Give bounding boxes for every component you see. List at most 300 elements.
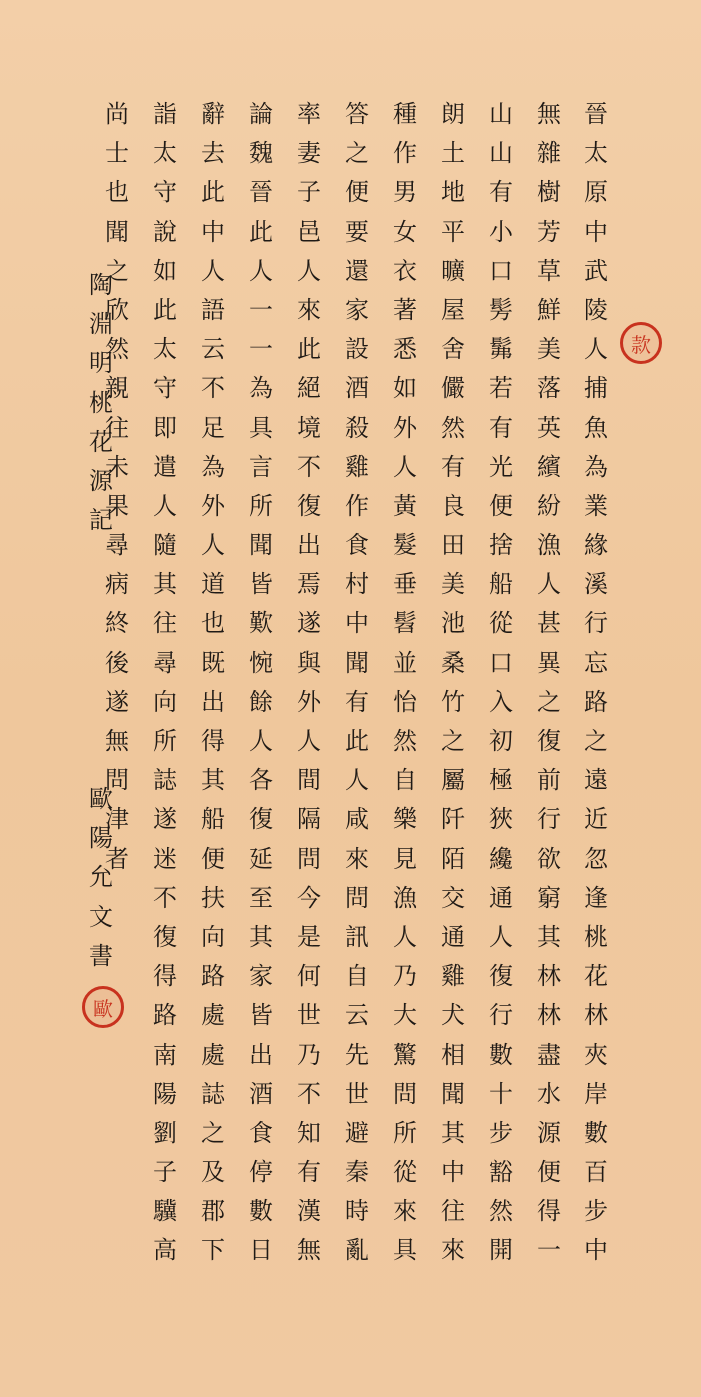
character: 逢 — [584, 883, 608, 912]
character: 下 — [201, 1236, 225, 1265]
character: 食 — [345, 531, 369, 560]
character: 人 — [153, 491, 177, 520]
character: 落 — [537, 374, 561, 403]
character: 如 — [153, 256, 177, 285]
character: 入 — [489, 687, 513, 716]
character: 說 — [153, 217, 177, 246]
character: 此 — [153, 295, 177, 324]
character: 良 — [441, 491, 465, 520]
character: 窮 — [537, 883, 561, 912]
character: 是 — [297, 922, 321, 951]
character: 所 — [249, 491, 273, 520]
character: 舍 — [441, 335, 465, 364]
character: 山 — [489, 139, 513, 168]
character: 隨 — [153, 531, 177, 560]
character: 路 — [584, 687, 608, 716]
text-column-8 — [241, 102, 281, 1278]
character: 樂 — [393, 805, 417, 834]
character: 行 — [489, 1001, 513, 1030]
character: 遂 — [105, 687, 129, 716]
character: 然 — [441, 413, 465, 442]
character: 悉 — [393, 335, 417, 364]
character: 也 — [201, 609, 225, 638]
character: 率 — [297, 100, 321, 128]
character: 聞 — [441, 1079, 465, 1108]
character: 先 — [345, 1040, 369, 1069]
character: 開 — [489, 1236, 513, 1265]
character: 驚 — [393, 1040, 417, 1069]
character: 家 — [345, 295, 369, 324]
character: 男 — [393, 178, 417, 207]
character: 樹 — [537, 178, 561, 207]
character: 小 — [489, 217, 513, 246]
character: 盡 — [537, 1040, 561, 1069]
character: 迷 — [153, 844, 177, 873]
character: 業 — [584, 491, 608, 520]
character: 人 — [345, 766, 369, 795]
character: 歎 — [249, 609, 273, 638]
character: 時 — [345, 1197, 369, 1226]
character: 若 — [489, 374, 513, 403]
character: 具 — [249, 413, 273, 442]
character: 遂 — [297, 609, 321, 638]
character: 雞 — [345, 452, 369, 481]
character: 漁 — [393, 883, 417, 912]
character: 魏 — [249, 139, 273, 168]
character: 髣 — [489, 295, 513, 324]
character: 自 — [345, 962, 369, 991]
character: 人 — [584, 335, 608, 364]
character: 何 — [297, 962, 321, 991]
character: 髮 — [393, 531, 417, 560]
character: 鮮 — [537, 295, 561, 324]
character: 無 — [105, 727, 129, 755]
character: 近 — [584, 805, 608, 834]
title-column — [81, 273, 121, 547]
character: 有 — [297, 1158, 321, 1187]
character: 病 — [105, 570, 129, 599]
character: 既 — [201, 648, 225, 677]
character: 如 — [393, 374, 417, 403]
character: 絕 — [297, 374, 321, 403]
character: 竹 — [441, 687, 465, 716]
character: 交 — [441, 883, 465, 912]
character: 人 — [393, 452, 417, 481]
character: 自 — [393, 766, 417, 795]
character: 足 — [201, 413, 225, 442]
character: 漁 — [537, 531, 561, 560]
character: 怡 — [393, 687, 417, 716]
character: 出 — [201, 687, 225, 716]
character: 遠 — [584, 766, 608, 795]
character: 美 — [537, 335, 561, 364]
character: 山 — [489, 100, 513, 128]
character: 還 — [345, 256, 369, 285]
character: 士 — [105, 139, 129, 168]
character: 至 — [249, 883, 273, 912]
character: 所 — [393, 1118, 417, 1147]
character: 原 — [584, 178, 608, 207]
character: 咸 — [345, 805, 369, 834]
character: 之 — [201, 1118, 225, 1147]
character: 有 — [345, 687, 369, 716]
character: 聞 — [249, 531, 273, 560]
character: 有 — [489, 178, 513, 207]
character: 陶 — [89, 271, 113, 299]
character: 尋 — [153, 648, 177, 677]
character: 得 — [537, 1197, 561, 1226]
character: 來 — [297, 295, 321, 324]
character: 間 — [297, 766, 321, 795]
character: 問 — [297, 844, 321, 873]
character: 之 — [441, 727, 465, 755]
text-column-7 — [289, 102, 329, 1278]
character: 人 — [537, 570, 561, 599]
character: 郡 — [201, 1197, 225, 1226]
character: 紛 — [537, 491, 561, 520]
character: 守 — [153, 178, 177, 207]
character: 髫 — [393, 609, 417, 638]
character: 外 — [297, 687, 321, 716]
character: 之 — [105, 256, 129, 285]
character: 問 — [393, 1079, 417, 1108]
character: 林 — [537, 1001, 561, 1030]
character: 向 — [201, 922, 225, 951]
character: 路 — [201, 962, 225, 991]
character: 忘 — [584, 648, 608, 677]
character: 歐 — [89, 785, 113, 813]
character: 言 — [249, 452, 273, 481]
character: 其 — [441, 1118, 465, 1147]
character: 太 — [153, 139, 177, 168]
character: 詣 — [153, 100, 177, 128]
character: 之 — [537, 687, 561, 716]
character: 步 — [489, 1118, 513, 1147]
character: 語 — [201, 295, 225, 324]
character: 數 — [249, 1197, 273, 1226]
character: 美 — [441, 570, 465, 599]
character: 復 — [249, 805, 273, 834]
character: 之 — [345, 139, 369, 168]
character: 便 — [537, 1158, 561, 1187]
character: 此 — [249, 217, 273, 246]
character: 與 — [297, 648, 321, 677]
character: 人 — [249, 256, 273, 285]
character: 食 — [249, 1118, 273, 1147]
text-column-6 — [337, 102, 377, 1278]
character: 數 — [584, 1118, 608, 1147]
character: 相 — [441, 1040, 465, 1069]
character: 文 — [89, 902, 113, 931]
character: 為 — [201, 452, 225, 481]
character: 水 — [537, 1079, 561, 1108]
character: 源 — [537, 1118, 561, 1147]
character: 欲 — [537, 844, 561, 873]
character: 親 — [105, 374, 129, 403]
character: 極 — [489, 766, 513, 795]
character: 乃 — [393, 962, 417, 991]
character: 大 — [393, 1001, 417, 1030]
character: 行 — [537, 805, 561, 834]
character: 云 — [345, 1001, 369, 1030]
character: 家 — [249, 962, 273, 991]
character: 捨 — [489, 531, 513, 560]
character: 陽 — [89, 824, 113, 853]
character: 及 — [201, 1158, 225, 1187]
character: 復 — [489, 962, 513, 991]
character: 出 — [249, 1040, 273, 1069]
text-column-5 — [385, 102, 425, 1278]
character: 設 — [345, 335, 369, 364]
character: 人 — [297, 727, 321, 755]
character: 此 — [297, 335, 321, 364]
character: 船 — [489, 570, 513, 599]
character: 雞 — [441, 962, 465, 991]
character: 路 — [153, 1001, 177, 1030]
character: 繽 — [537, 452, 561, 481]
character: 中 — [584, 217, 608, 246]
character: 平 — [441, 217, 465, 246]
signature-column — [81, 787, 121, 983]
character: 終 — [105, 609, 129, 638]
character: 不 — [201, 374, 225, 403]
character: 論 — [249, 100, 273, 128]
character: 人 — [249, 727, 273, 755]
character: 步 — [584, 1197, 608, 1226]
character: 一 — [249, 335, 273, 364]
character: 從 — [393, 1158, 417, 1187]
text-column-4 — [433, 102, 473, 1278]
character: 焉 — [297, 570, 321, 599]
text-column-1 — [576, 102, 616, 1278]
character: 來 — [345, 844, 369, 873]
character: 誌 — [201, 1079, 225, 1108]
character: 此 — [201, 178, 225, 207]
character: 池 — [441, 609, 465, 638]
character: 無 — [297, 1236, 321, 1265]
character: 扶 — [201, 883, 225, 912]
character: 皆 — [249, 570, 273, 599]
character: 高 — [153, 1236, 177, 1265]
character: 屋 — [441, 295, 465, 324]
character: 異 — [537, 648, 561, 677]
character: 也 — [105, 178, 129, 207]
character: 花 — [584, 962, 608, 991]
character: 作 — [345, 491, 369, 520]
character: 武 — [584, 256, 608, 285]
character: 復 — [297, 491, 321, 520]
character: 纔 — [489, 844, 513, 873]
character: 聞 — [105, 217, 129, 246]
character: 花 — [89, 427, 113, 456]
character: 中 — [201, 217, 225, 246]
character: 辭 — [201, 100, 225, 128]
character: 種 — [393, 100, 417, 128]
text-column-3 — [481, 102, 521, 1278]
character: 光 — [489, 452, 513, 481]
character: 中 — [441, 1158, 465, 1187]
character: 書 — [89, 941, 113, 970]
character: 此 — [345, 727, 369, 755]
character: 今 — [297, 883, 321, 912]
character: 津 — [105, 805, 129, 834]
character: 十 — [489, 1079, 513, 1108]
character: 林 — [584, 1001, 608, 1030]
top-seal-stamp — [620, 322, 662, 364]
character: 狹 — [489, 805, 513, 834]
character: 人 — [489, 922, 513, 951]
character: 儼 — [441, 374, 465, 403]
character: 道 — [201, 570, 225, 599]
character: 忽 — [584, 844, 608, 873]
character: 人 — [201, 531, 225, 560]
character: 子 — [297, 178, 321, 207]
character: 桃 — [89, 388, 113, 417]
character: 不 — [153, 883, 177, 912]
character: 地 — [441, 178, 465, 207]
character: 乃 — [297, 1040, 321, 1069]
character: 為 — [249, 374, 273, 403]
character: 有 — [441, 452, 465, 481]
character: 有 — [489, 413, 513, 442]
character: 所 — [153, 727, 177, 755]
character: 通 — [489, 883, 513, 912]
character: 太 — [584, 139, 608, 168]
character: 桑 — [441, 648, 465, 677]
character: 南 — [153, 1040, 177, 1069]
character: 皆 — [249, 1001, 273, 1030]
character: 來 — [441, 1236, 465, 1265]
character: 人 — [393, 922, 417, 951]
character: 去 — [201, 139, 225, 168]
character: 為 — [584, 452, 608, 481]
character: 曠 — [441, 256, 465, 285]
character: 陵 — [584, 295, 608, 324]
text-column-9 — [193, 102, 233, 1278]
character: 處 — [201, 1001, 225, 1030]
character: 延 — [249, 844, 273, 873]
character: 訊 — [345, 922, 369, 951]
character: 作 — [393, 139, 417, 168]
character: 無 — [537, 100, 561, 128]
character: 遂 — [153, 805, 177, 834]
character: 避 — [345, 1118, 369, 1147]
character: 芳 — [537, 217, 561, 246]
character: 外 — [201, 491, 225, 520]
character: 陌 — [441, 844, 465, 873]
character: 衣 — [393, 256, 417, 285]
character: 向 — [153, 687, 177, 716]
character: 魚 — [584, 413, 608, 442]
character: 並 — [393, 648, 417, 677]
character: 便 — [489, 491, 513, 520]
character: 溪 — [584, 570, 608, 599]
character: 答 — [345, 100, 369, 128]
character: 遣 — [153, 452, 177, 481]
character: 果 — [105, 491, 129, 520]
character: 往 — [105, 413, 129, 442]
character: 來 — [393, 1197, 417, 1226]
character: 垂 — [393, 570, 417, 599]
character: 甚 — [537, 609, 561, 638]
character: 人 — [201, 256, 225, 285]
character: 源 — [89, 466, 113, 495]
character: 子 — [153, 1158, 177, 1187]
character: 隔 — [297, 805, 321, 834]
character: 允 — [89, 863, 113, 892]
character: 中 — [345, 609, 369, 638]
character: 復 — [537, 727, 561, 755]
character: 明 — [89, 349, 113, 378]
character: 驥 — [153, 1197, 177, 1226]
character: 要 — [345, 217, 369, 246]
character: 守 — [153, 374, 177, 403]
character: 尚 — [105, 100, 129, 128]
character: 一 — [537, 1236, 561, 1265]
character: 其 — [249, 922, 273, 951]
character: 太 — [153, 335, 177, 364]
character: 夾 — [584, 1040, 608, 1069]
character: 記 — [89, 506, 113, 535]
text-column-10 — [145, 102, 185, 1278]
character: 日 — [249, 1236, 273, 1265]
character: 著 — [393, 295, 417, 324]
text-column-2 — [529, 102, 569, 1278]
character: 劉 — [153, 1118, 177, 1147]
character: 餘 — [249, 687, 273, 716]
character: 殺 — [345, 413, 369, 442]
character: 往 — [441, 1197, 465, 1226]
character: 不 — [297, 452, 321, 481]
character: 停 — [249, 1158, 273, 1187]
character: 出 — [297, 531, 321, 560]
character: 豁 — [489, 1158, 513, 1187]
character: 惋 — [249, 648, 273, 677]
character: 船 — [201, 805, 225, 834]
character: 得 — [201, 727, 225, 755]
character: 屬 — [441, 766, 465, 795]
character: 桃 — [584, 922, 608, 951]
character: 尋 — [105, 531, 129, 560]
character: 初 — [489, 727, 513, 755]
character: 晉 — [584, 100, 608, 128]
character: 從 — [489, 609, 513, 638]
character: 人 — [297, 256, 321, 285]
character: 外 — [393, 413, 417, 442]
character: 英 — [537, 413, 561, 442]
character: 問 — [105, 766, 129, 795]
character: 聞 — [345, 648, 369, 677]
character: 田 — [441, 531, 465, 560]
character: 後 — [105, 648, 129, 677]
character: 漢 — [297, 1197, 321, 1226]
character: 雜 — [537, 139, 561, 168]
bottom-seal-text: 歐 — [93, 996, 113, 1021]
character: 草 — [537, 256, 561, 285]
character: 陽 — [153, 1079, 177, 1108]
character: 酒 — [249, 1079, 273, 1108]
character: 邑 — [297, 217, 321, 246]
character: 林 — [537, 962, 561, 991]
character: 其 — [153, 570, 177, 599]
character: 世 — [345, 1079, 369, 1108]
character: 百 — [584, 1158, 608, 1187]
character: 阡 — [441, 805, 465, 834]
character: 處 — [201, 1040, 225, 1069]
character: 朗 — [441, 100, 465, 128]
character: 復 — [153, 922, 177, 951]
character: 問 — [345, 883, 369, 912]
